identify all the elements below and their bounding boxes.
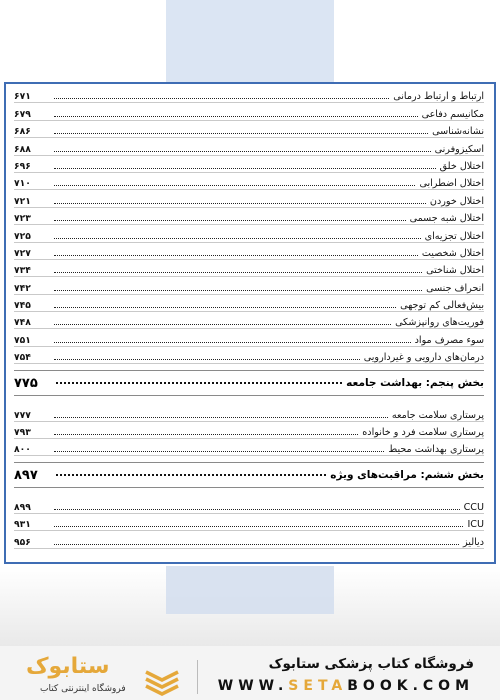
toc-entry-page-number: ۸۹۹: [14, 501, 31, 513]
toc-entry[interactable]: [14, 277, 484, 294]
store-name: فروشگاه کتاب پزشکی ستابوک: [268, 656, 474, 672]
footer-divider: [197, 660, 198, 694]
toc-entry-title: پرستاری سلامت جامعه: [391, 409, 484, 421]
dot-leader: [54, 203, 426, 204]
toc-entry[interactable]: [14, 514, 484, 531]
toc-entry[interactable]: [14, 243, 484, 260]
toc-entry-page-number: ۷۳۴: [14, 265, 31, 277]
toc-entry-title: اختلال شناختی: [426, 265, 484, 277]
toc-entry-title: اختلال خوردن: [429, 195, 484, 207]
top-decorative-band: [166, 0, 334, 82]
dot-leader: [54, 133, 428, 134]
toc-entry[interactable]: [14, 225, 484, 242]
toc-entry-title: اختلال تجزیه‌ای: [424, 230, 484, 242]
toc-entry-title: سوء مصرف مواد: [414, 334, 484, 346]
toc-entry-page-number: ۷۹۳: [14, 427, 31, 439]
dot-leader: [54, 509, 460, 510]
toc-entry[interactable]: [14, 531, 484, 548]
toc-entry[interactable]: [14, 156, 484, 173]
toc-entry[interactable]: [14, 121, 484, 138]
toc-entry-page-number: ۶۷۹: [14, 108, 31, 120]
toc-entry-title: پرستاری سلامت فرد و خانواده: [362, 427, 484, 439]
dot-leader: [54, 434, 358, 435]
toc-entry[interactable]: [14, 422, 484, 439]
dot-leader: [54, 307, 396, 308]
toc-entry[interactable]: [14, 208, 484, 225]
store-logo-tagline: فروشگاه اینترنتی کتاب: [40, 684, 126, 694]
dot-leader: [56, 382, 342, 384]
toc-entry-page-number: ۶۸۸: [14, 143, 31, 155]
dot-leader: [54, 526, 463, 527]
toc-entry-page-number: ۷۲۱: [14, 195, 31, 207]
toc-entry-title: اختلال اضطرابی: [419, 178, 484, 190]
store-url-link[interactable]: [218, 678, 474, 694]
table-of-contents: [14, 86, 484, 549]
section-title: بخش ششم: مراقبت‌های ویژه: [330, 469, 484, 482]
toc-entry-title: اسکیزوفرنی: [434, 143, 484, 155]
dot-leader: [54, 98, 389, 99]
toc-entry-title: نشانه‌شناسی: [432, 126, 484, 138]
toc-entry-page-number: ۶۸۶: [14, 126, 31, 138]
toc-entry-page-number: ۷۴۵: [14, 300, 31, 312]
toc-entry-title: فوریت‌های روانپزشکی: [395, 317, 484, 329]
dot-leader: [54, 544, 459, 545]
section-title: بخش پنجم: بهداشت جامعه: [346, 377, 484, 390]
toc-entry-title: اختلال شبه جسمی: [409, 213, 484, 225]
toc-entry[interactable]: [14, 295, 484, 312]
url-suffix: BOOK.COM: [347, 678, 474, 694]
toc-entry-page-number: ۷۲۳: [14, 213, 31, 225]
toc-entry-page-number: ۷۱۰: [14, 178, 31, 190]
toc-entry-title: CCU: [463, 501, 484, 513]
bottom-decorative-band: [166, 566, 334, 614]
toc-entry-page-number: ۷۴۲: [14, 282, 31, 294]
toc-entry[interactable]: [14, 103, 484, 120]
toc-entry-title: اختلال خلق: [439, 160, 484, 172]
toc-entry[interactable]: [14, 439, 484, 456]
toc-entry-title: مکانیسم دفاعی: [421, 108, 484, 120]
dot-leader: [54, 342, 411, 343]
toc-entry-page-number: ۶۷۱: [14, 91, 31, 103]
section-heading-intensive-care[interactable]: [14, 462, 484, 488]
toc-entry[interactable]: [14, 173, 484, 190]
toc-entry-title: ICU: [467, 519, 484, 531]
dot-leader: [56, 474, 326, 476]
toc-entry[interactable]: [14, 312, 484, 329]
dot-leader: [54, 417, 388, 418]
toc-entry-page-number: ۷۷۷: [14, 409, 31, 421]
toc-entry[interactable]: [14, 404, 484, 421]
dot-leader: [54, 238, 421, 239]
toc-entry-page-number: ۷۵۴: [14, 352, 31, 364]
store-logo-wordmark[interactable]: ستابوک: [26, 654, 110, 679]
dot-leader: [54, 255, 418, 256]
section-page-number: ۸۹۷: [14, 467, 38, 483]
toc-entry-page-number: ۸۰۰: [14, 444, 31, 456]
dot-leader: [54, 359, 360, 360]
book-stack-logo-icon: [144, 666, 180, 696]
dot-leader: [54, 290, 422, 291]
toc-entry[interactable]: [14, 138, 484, 155]
toc-entry-title: پرستاری بهداشت محیط: [388, 444, 484, 456]
toc-entry-page-number: ۹۳۱: [14, 519, 31, 531]
toc-entry[interactable]: [14, 260, 484, 277]
section-heading-community-health[interactable]: [14, 370, 484, 396]
dot-leader: [54, 324, 391, 325]
dot-leader: [54, 116, 418, 117]
dot-leader: [54, 151, 431, 152]
section-page-number: ۷۷۵: [14, 375, 38, 391]
dot-leader: [54, 220, 406, 221]
toc-entry-title: اختلال شخصیت: [421, 247, 484, 259]
dot-leader: [54, 168, 436, 169]
toc-entry-title: بیش‌فعالی کم توجهی: [400, 300, 484, 312]
toc-entry-title: درمان‌های دارویی و غیردارویی: [363, 352, 484, 364]
toc-entry-page-number: ۷۲۷: [14, 247, 31, 259]
url-accent: SETA: [288, 678, 348, 694]
toc-entry[interactable]: [14, 329, 484, 346]
toc-entry-title: دیالیز: [463, 536, 484, 548]
dot-leader: [54, 451, 384, 452]
toc-entry[interactable]: [14, 86, 484, 103]
toc-entry-page-number: ۷۴۸: [14, 317, 31, 329]
url-prefix: WWW.: [217, 678, 289, 694]
toc-entry-title: انحراف جنسی: [426, 282, 484, 294]
toc-entry-title: ارتباط و ارتباط درمانی: [393, 91, 484, 103]
toc-entry[interactable]: [14, 190, 484, 207]
toc-entry-page-number: ۷۵۱: [14, 334, 31, 346]
toc-entry-page-number: ۹۵۶: [14, 536, 31, 548]
dot-leader: [54, 185, 415, 186]
toc-entry[interactable]: [14, 347, 484, 364]
toc-entry[interactable]: [14, 496, 484, 513]
toc-entry-page-number: ۷۲۵: [14, 230, 31, 242]
dot-leader: [54, 272, 422, 273]
toc-entry-page-number: ۶۹۶: [14, 160, 31, 172]
